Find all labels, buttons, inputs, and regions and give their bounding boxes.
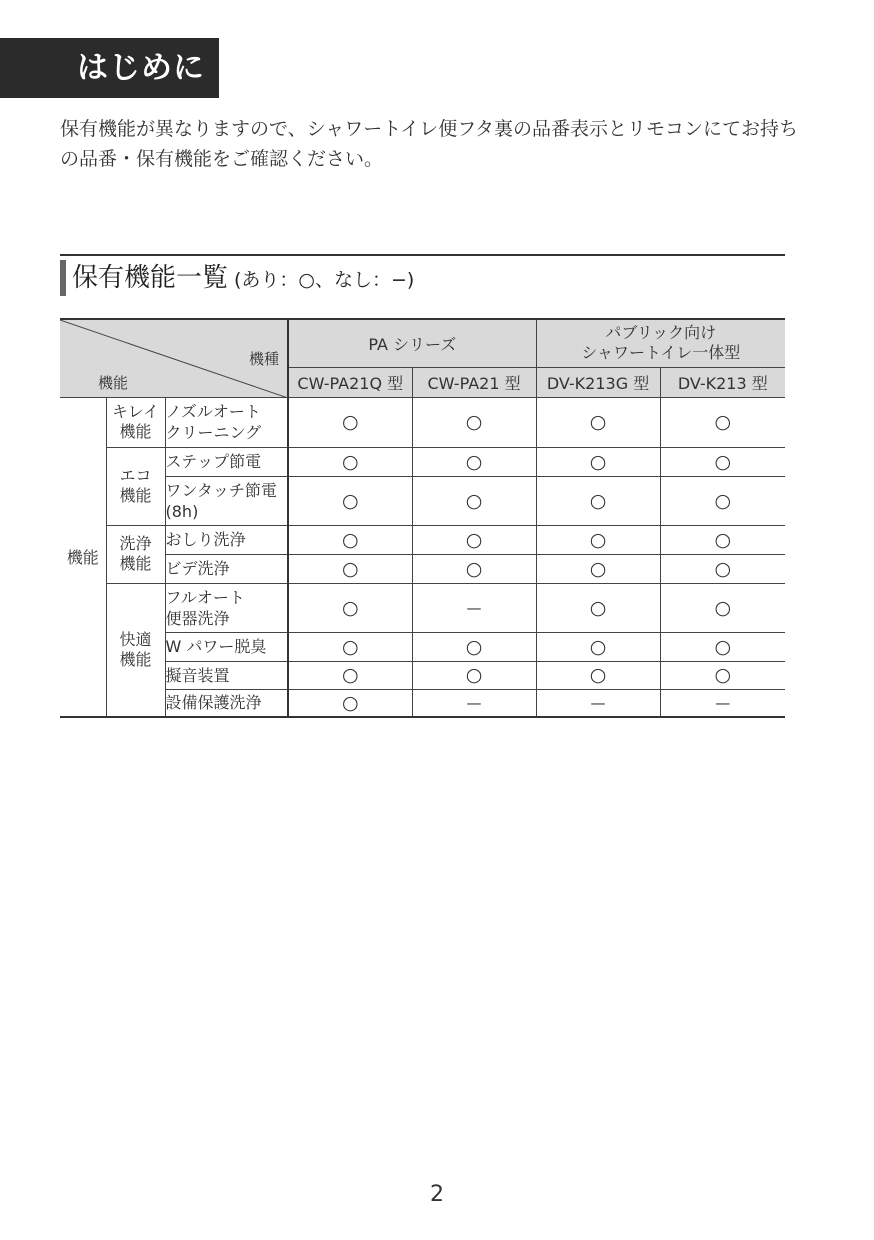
table-row xyxy=(60,661,785,689)
group-label-kaiteki xyxy=(106,583,165,717)
availability-mark: ○ xyxy=(536,583,660,632)
availability-mark: ○ xyxy=(660,525,785,554)
availability-mark: ○ xyxy=(412,554,536,583)
function-list-title-text: 保有機能一覧 xyxy=(72,263,229,293)
availability-mark: ○ xyxy=(660,447,785,476)
function-list-title xyxy=(72,260,414,298)
function-name-line: ノズルオート xyxy=(165,402,261,421)
availability-mark: ○ xyxy=(288,632,412,661)
group-label-line: 機能 xyxy=(119,554,152,573)
table-row xyxy=(60,525,785,554)
pa-series-header: PA シリーズ xyxy=(288,319,536,367)
availability-mark: ○ xyxy=(660,476,785,525)
group-label-kirei xyxy=(106,397,165,447)
availability-mark: ○ xyxy=(412,447,536,476)
table-row xyxy=(60,689,785,717)
group-label-line: 快適 xyxy=(119,629,152,649)
availability-mark: ○ xyxy=(660,397,785,447)
function-name-line: フルオート xyxy=(165,587,245,607)
availability-mark: — xyxy=(412,583,536,632)
function-name: 擬音装置 xyxy=(165,661,288,689)
availability-mark: ○ xyxy=(536,632,660,661)
heading-bar xyxy=(60,260,66,296)
availability-mark: ○ xyxy=(536,525,660,554)
availability-mark: ○ xyxy=(536,661,660,689)
section-header-title: はじめに xyxy=(0,38,219,98)
page-number: 2 xyxy=(430,1182,444,1207)
availability-mark: ○ xyxy=(288,525,412,554)
function-name-line: (8h) xyxy=(165,501,199,521)
intro-text: 保有機能が異なりますので、シャワートイレ便フタ裏の品番表示とリモコンにてお持ちの品番・保有機能をご確認ください。 xyxy=(60,118,798,170)
diagonal-header-cell xyxy=(60,319,288,397)
model-axis-label: 機種 xyxy=(249,350,280,368)
availability-mark: ○ xyxy=(660,661,785,689)
group-label-line: 機能 xyxy=(119,422,152,441)
availability-mark: ○ xyxy=(412,476,536,525)
function-name-line: 便器洗浄 xyxy=(165,608,230,628)
group-label-senjo xyxy=(106,525,165,583)
function-axis-label: 機能 xyxy=(98,373,129,392)
function-name-line: ワンタッチ節電 xyxy=(165,480,277,500)
function-name-line: クリーニング xyxy=(165,423,262,442)
availability-mark: ○ xyxy=(536,447,660,476)
availability-mark: ○ xyxy=(288,447,412,476)
table-row xyxy=(60,476,785,525)
function-name xyxy=(165,476,288,525)
function-name: おしり洗浄 xyxy=(165,525,288,554)
function-table xyxy=(60,318,785,718)
availability-mark: ○ xyxy=(288,476,412,525)
group-label-line: 洗浄 xyxy=(119,534,152,553)
availability-mark: ○ xyxy=(536,397,660,447)
group-label-line: エコ xyxy=(119,466,152,485)
table-row xyxy=(60,447,785,476)
function-name: ビデ洗浄 xyxy=(165,554,288,583)
model-header: CW-PA21Q 型 xyxy=(288,367,412,397)
availability-mark: ○ xyxy=(660,583,785,632)
table-row xyxy=(60,554,785,583)
availability-mark: — xyxy=(412,689,536,717)
function-name: ステップ節電 xyxy=(165,447,288,476)
table-row xyxy=(60,632,785,661)
function-name xyxy=(165,397,288,447)
outer-function-label: 機能 xyxy=(60,397,106,717)
availability-mark: — xyxy=(536,689,660,717)
model-header: DV-K213G 型 xyxy=(536,367,660,397)
public-series-header xyxy=(536,319,785,367)
availability-mark: ○ xyxy=(288,554,412,583)
availability-mark: ○ xyxy=(660,632,785,661)
availability-mark: ○ xyxy=(412,525,536,554)
availability-mark: ○ xyxy=(412,632,536,661)
function-list-heading xyxy=(60,254,785,296)
table-row xyxy=(60,397,785,447)
public-series-line2: シャワートイレ一体型 xyxy=(581,343,741,363)
availability-mark: ○ xyxy=(288,689,412,717)
function-name xyxy=(165,583,288,632)
availability-mark: ○ xyxy=(288,583,412,632)
availability-mark: ○ xyxy=(536,476,660,525)
group-label-line: 機能 xyxy=(119,649,152,669)
legend-note: (あり：○、なし：−) xyxy=(234,269,415,291)
group-label-eco xyxy=(106,447,165,525)
availability-mark: ○ xyxy=(536,554,660,583)
model-header: CW-PA21 型 xyxy=(412,367,536,397)
group-label-line: キレイ xyxy=(111,402,160,421)
availability-mark: ○ xyxy=(288,661,412,689)
availability-mark: ○ xyxy=(660,554,785,583)
availability-mark: — xyxy=(660,689,785,717)
availability-mark: ○ xyxy=(412,397,536,447)
table-row xyxy=(60,583,785,632)
function-name: W パワー脱臭 xyxy=(165,632,288,661)
function-name: 設備保護洗浄 xyxy=(165,689,288,717)
availability-mark: ○ xyxy=(412,661,536,689)
group-label-line: 機能 xyxy=(119,486,152,505)
model-header: DV-K213 型 xyxy=(660,367,785,397)
availability-mark: ○ xyxy=(288,397,412,447)
public-series-line1: パブリック向け xyxy=(605,323,717,343)
